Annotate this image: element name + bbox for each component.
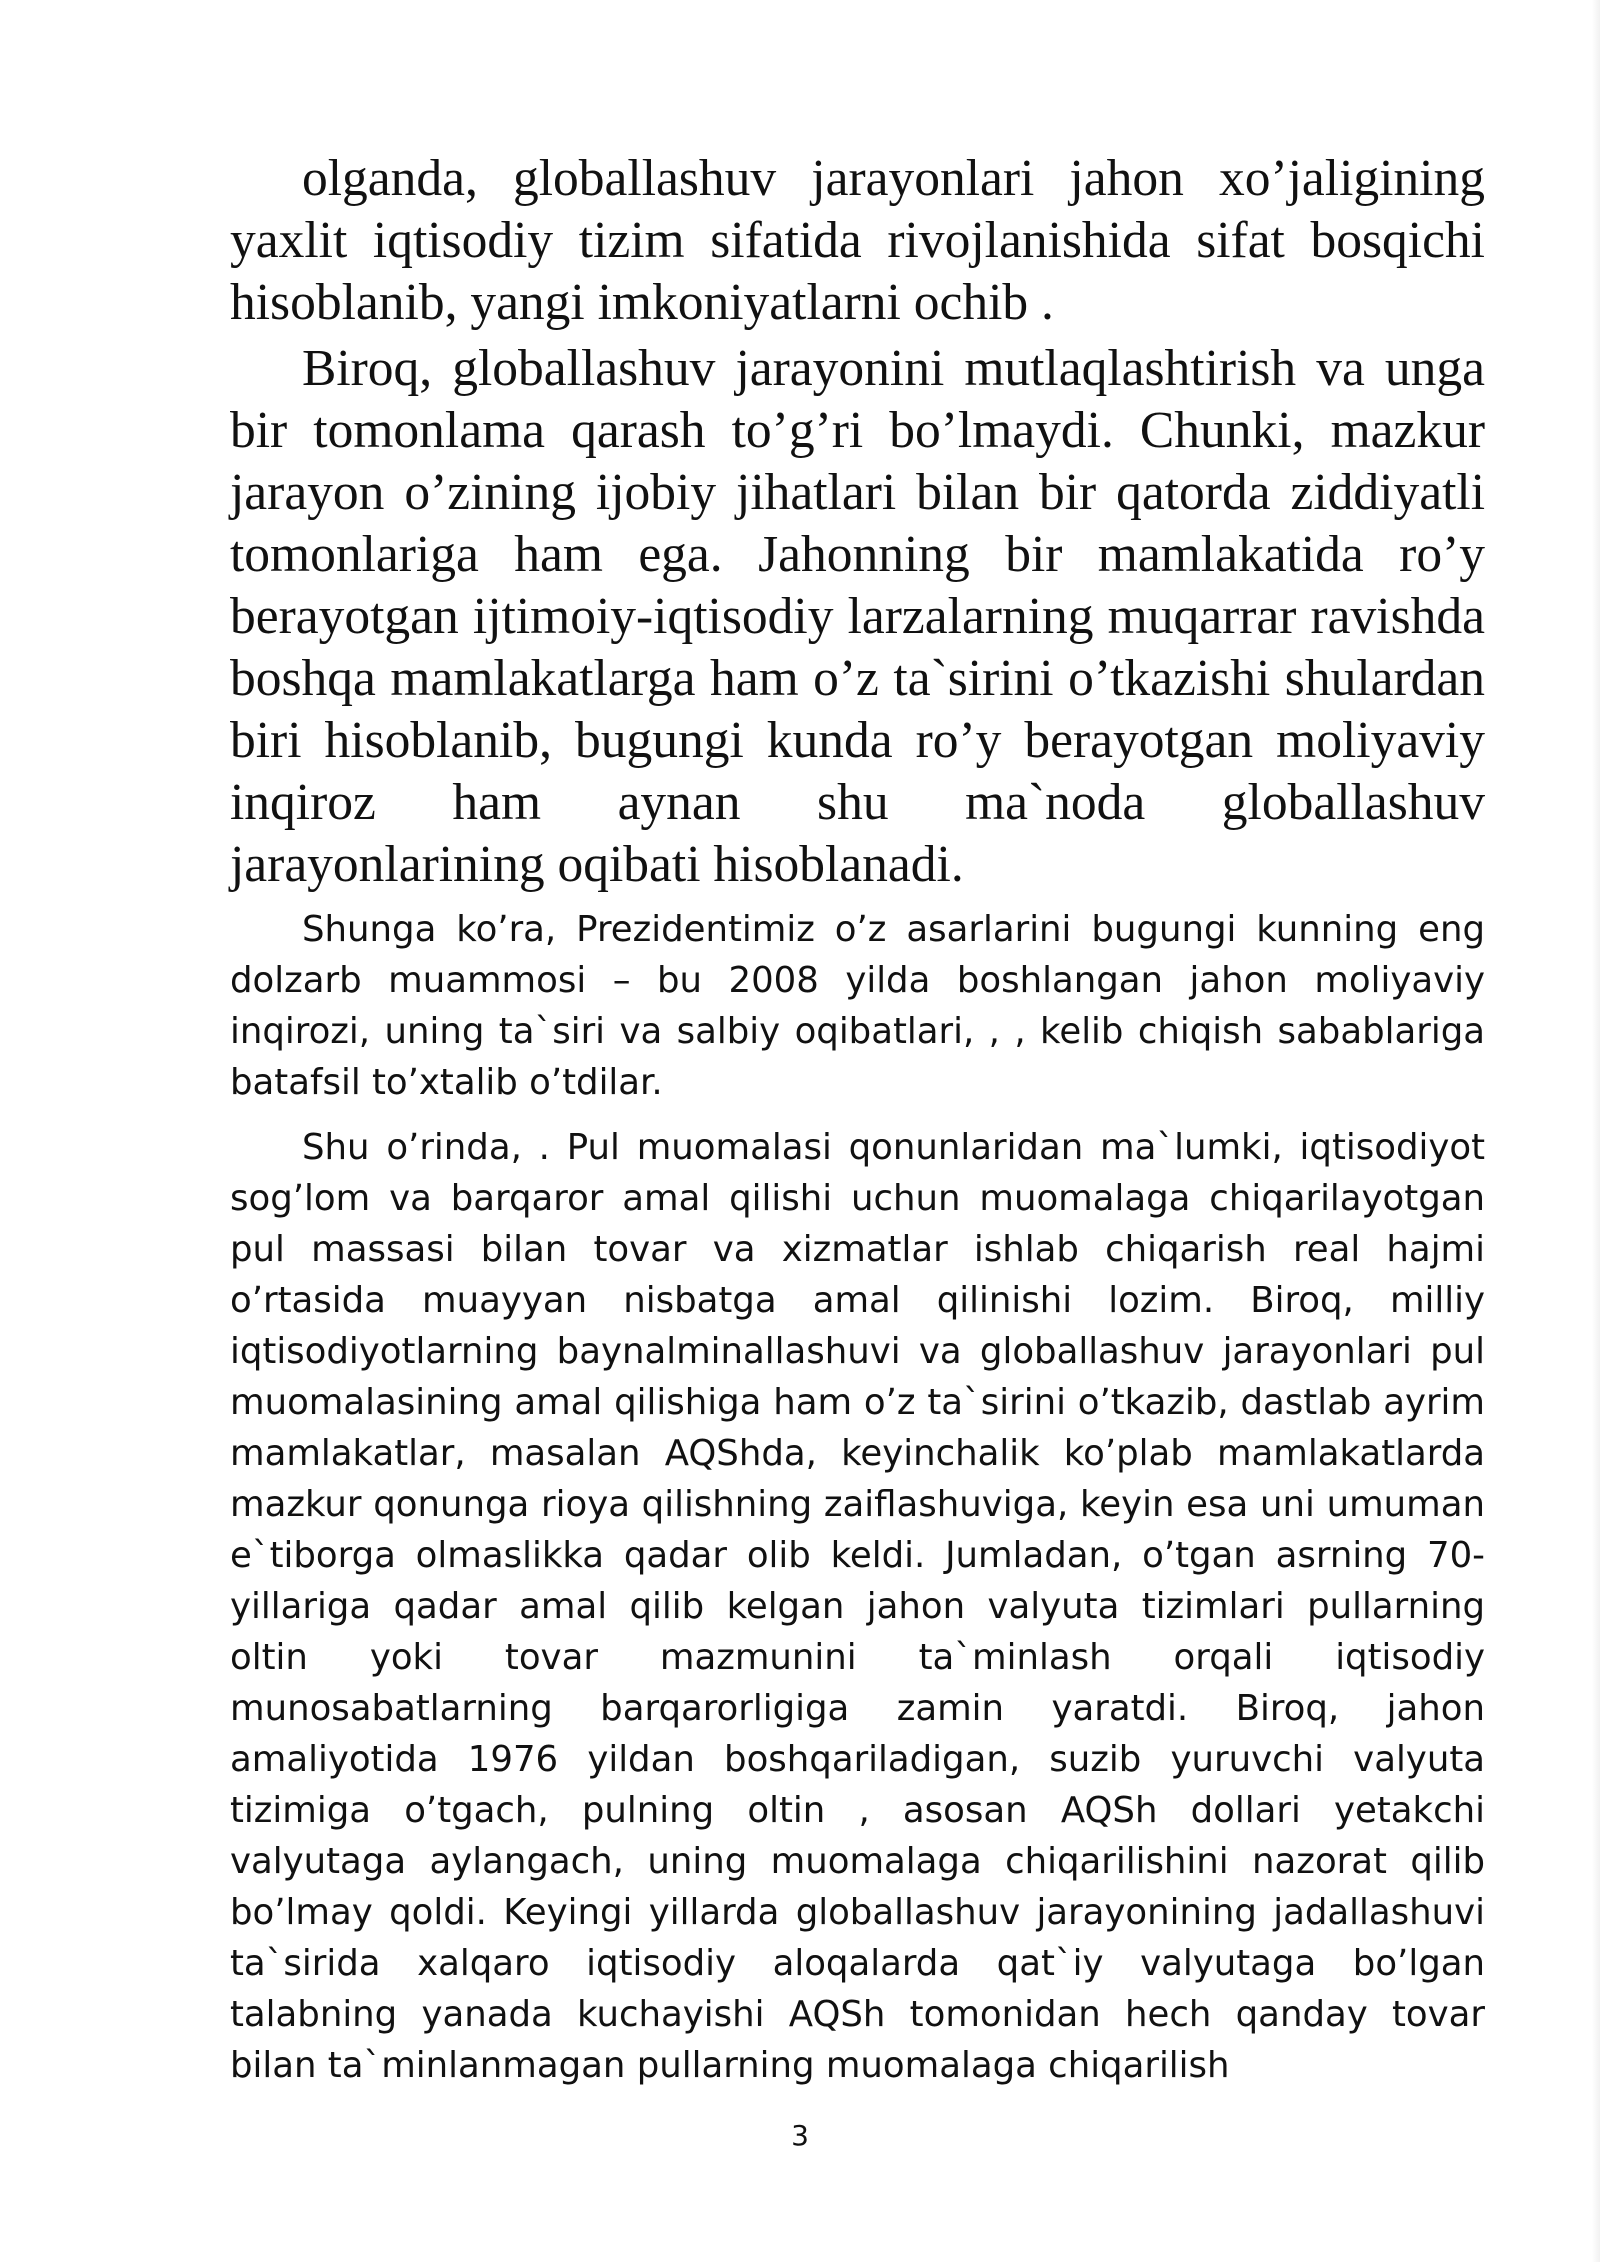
page-edge [1592, 0, 1600, 2262]
paragraph-money-circulation: Shu o’rinda, . Pul muomalasi qonunlaridan ma`lumki, iqtisodiyot sog’lom va barqaror amal qilishi uchun muomalaga chiqarilayotgan pul massasi bilan tovar va xizmatlar ishlab chiqarish real hajmi o’rtasida muayyan nisbatga amal qilinishi lozim. Biroq, milliy iqtisodiyotlarning baynalminallashuvi va globallashuv jarayonlari pul muomalasining amal qilishiga ham o’z ta`sirini o’tkazib, dastlab ayrim mamlakatlar, masalan AQShda, keyinchalik ko’plab mamlakatlarda mazkur qonunga rioya qilishning zaiflashuviga, keyin esa uni umuman e`tiborga olmaslikka qadar olib keldi. Jumladan, o’tgan asrning 70-yillariga qadar amal qilib kelgan jahon valyuta tizimlari pullarning oltin yoki tovar mazmunini ta`minlash orqali iqtisodiy munosabatlarning barqarorligiga zamin yaratdi. Biroq, jahon amaliyotida 1976 yildan boshqariladigan, suzib yuruvchi valyuta tizimiga o’tgach, pulning oltin , asosan AQSh dollari yetakchi valyutaga aylangach, uning muomalaga chiqarilishini nazorat qilib bo’lmay qoldi. Keyingi yillarda globallashuv jarayonining jadallashuvi ta`sirida xalqaro iqtisodiy aloqalarda qat`iy valyutaga bo’lgan talabning yanada kuchayishi AQSh tomonidan hech qanday tovar bilan ta`minlanmagan pullarning muomalaga chiqarilish [230, 1127, 1485, 2086]
document-body [230, 148, 1485, 2091]
paragraph-president-works: Shunga ko’ra, Prezidentimiz o’z asarlarini bugungi kunning eng dolzarb muammosi – bu 2008 yilda boshlangan jahon moliyaviy inqirozi, uning ta`siri va salbiy oqibatlari, , , kelib chiqish sabablariga batafsil to’xtalib o’tdilar. [230, 909, 1485, 1103]
page-number: 3 [791, 2119, 809, 2152]
paragraph-globalization-contradictions: Biroq, globallashuv jarayonini mutlaqlashtirish va unga bir tomonlama qarash to’g’ri bo’lmaydi. Chunki, mazkur jarayon o’zining ijobiy jihatlari bilan bir qatorda ziddiyatli tomonlariga ham ega. Jahonning bir mamlakatida ro’y berayotgan ijtimoiy-iqtisodiy larzalarning muqarrar ravishda boshqa mamlakatlarga ham o’z ta`sirini o’tkazishi shulardan biri hisoblanib, bugungi kunda ro’y berayotgan moliyaviy inqiroz ham aynan shu ma`noda globallashuv jarayonlarining oqibati hisoblanadi. [230, 340, 1485, 893]
paragraph-globalization-intro: olganda, globallashuv jarayonlari jahon xo’jaligining yaxlit iqtisodiy tizim sifatida rivojlanishida sifat bosqichi hisoblanib, yangi imkoniyatlarni ochib . [230, 150, 1485, 331]
